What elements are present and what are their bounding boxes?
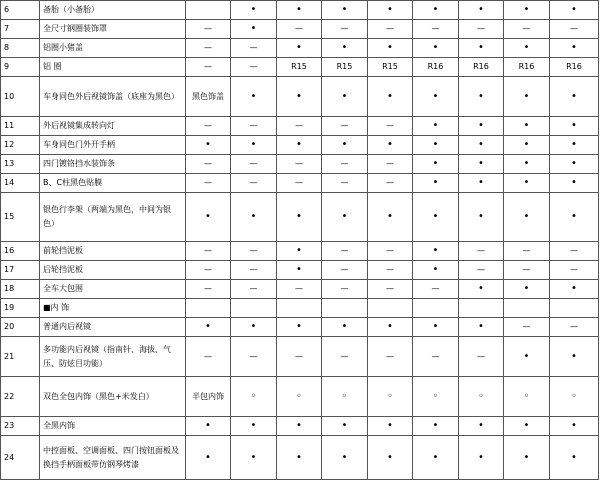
trim-value-cell: — (504, 261, 550, 280)
trim-value-cell: • (413, 261, 459, 280)
feature-name-cell: 铝圈小猪盖 (40, 39, 186, 58)
trim-value-cell: • (413, 174, 459, 193)
trim-value-cell: • (550, 193, 599, 242)
trim-value-cell: • (413, 318, 459, 337)
trim-value-cell: • (277, 261, 322, 280)
trim-value-cell: • (504, 193, 550, 242)
trim-value-cell: — (504, 20, 550, 39)
trim-value-cell: • (277, 39, 322, 58)
table-row (1, 318, 599, 337)
trim-value-cell: • (550, 1, 599, 20)
trim-value-cell: • (459, 318, 504, 337)
trim-value-cell: — (277, 155, 322, 174)
trim-value-cell: • (459, 117, 504, 136)
trim-value-cell: • (459, 155, 504, 174)
trim-value-cell (550, 299, 599, 318)
table-row (1, 242, 599, 261)
row-number-cell: 6 (1, 1, 40, 20)
trim-value-cell (277, 299, 322, 318)
trim-value-cell: — (322, 155, 368, 174)
trim-value-cell: ◦ (322, 377, 368, 417)
trim-value-cell: — (277, 117, 322, 136)
table-row (1, 155, 599, 174)
trim-value-cell: — (231, 155, 277, 174)
trim-value-cell: — (231, 242, 277, 261)
trim-value-cell: • (504, 337, 550, 377)
feature-name-cell: 后轮挡泥板 (40, 261, 186, 280)
trim-value-cell: • (550, 77, 599, 117)
trim-value-cell: — (277, 280, 322, 299)
row-number-cell: 10 (1, 77, 40, 117)
row-number-cell: 22 (1, 377, 40, 417)
table-row (1, 417, 599, 436)
trim-value-cell: • (322, 193, 368, 242)
feature-name-cell: 全车大包围 (40, 280, 186, 299)
table-row (1, 174, 599, 193)
trim-value-cell: — (231, 174, 277, 193)
trim-value-cell: — (186, 58, 231, 77)
trim-value-cell: • (504, 136, 550, 155)
trim-value-cell: • (322, 136, 368, 155)
feature-name-cell: 双色全包内饰（黑色+米发白） (40, 377, 186, 417)
trim-value-cell: — (186, 39, 231, 58)
row-number-cell: 21 (1, 337, 40, 377)
trim-value-cell: • (277, 436, 322, 480)
trim-value-cell: • (368, 318, 413, 337)
trim-value-cell: — (459, 20, 504, 39)
table-row (1, 377, 599, 417)
trim-value-cell: • (504, 174, 550, 193)
trim-value-cell: — (231, 39, 277, 58)
trim-value-cell: • (322, 436, 368, 480)
row-number-cell: 11 (1, 117, 40, 136)
trim-value-cell: R15 (277, 58, 322, 77)
trim-value-cell: ◦ (413, 377, 459, 417)
trim-value-cell: R16 (459, 58, 504, 77)
row-number-cell: 24 (1, 436, 40, 480)
trim-value-cell: • (368, 417, 413, 436)
table-row (1, 1, 599, 20)
trim-value-cell: — (231, 280, 277, 299)
trim-value-cell: — (186, 174, 231, 193)
trim-value-cell: — (413, 20, 459, 39)
trim-value-cell: • (504, 1, 550, 20)
trim-value-cell (504, 299, 550, 318)
trim-value-cell: — (322, 117, 368, 136)
row-number-cell: 9 (1, 58, 40, 77)
trim-value-cell: • (459, 436, 504, 480)
feature-name-cell: 车身同色门外开手柄 (40, 136, 186, 155)
trim-value-cell: • (186, 136, 231, 155)
trim-value-cell: — (504, 318, 550, 337)
trim-value-cell: • (277, 193, 322, 242)
trim-value-cell: 半包内饰 (186, 377, 231, 417)
trim-value-cell: — (368, 174, 413, 193)
trim-value-cell: • (504, 39, 550, 58)
trim-value-cell: • (231, 436, 277, 480)
feature-name-cell: 四门镀铬挡水装饰条 (40, 155, 186, 174)
trim-value-cell: — (368, 242, 413, 261)
trim-value-cell: — (186, 155, 231, 174)
trim-value-cell: • (413, 136, 459, 155)
feature-name-cell: 全尺寸钢圈装饰罩 (40, 20, 186, 39)
trim-value-cell: R16 (504, 58, 550, 77)
feature-name-cell: 银色行李架（两端为黑色，中间为银色） (40, 193, 186, 242)
trim-value-cell: — (368, 117, 413, 136)
trim-value-cell: • (368, 77, 413, 117)
trim-value-cell: • (459, 280, 504, 299)
trim-value-cell: ◦ (368, 377, 413, 417)
trim-value-cell: • (231, 136, 277, 155)
trim-value-cell: • (459, 174, 504, 193)
trim-value-cell: • (186, 436, 231, 480)
trim-value-cell: • (186, 318, 231, 337)
trim-value-cell: • (459, 77, 504, 117)
table-row (1, 58, 599, 77)
trim-value-cell: R16 (550, 58, 599, 77)
row-number-cell: 8 (1, 39, 40, 58)
trim-value-cell: R15 (322, 58, 368, 77)
feature-name-cell: 中控面板、空调面板、四门按钮面板及换挡手柄面板带仿钢琴烤漆 (40, 436, 186, 480)
trim-value-cell: — (186, 242, 231, 261)
trim-value-cell: • (504, 77, 550, 117)
feature-name-cell: 全黑内饰 (40, 417, 186, 436)
trim-value-cell: • (504, 280, 550, 299)
trim-value-cell: • (550, 136, 599, 155)
trim-value-cell: • (413, 436, 459, 480)
trim-value-cell: 黑色饰盖 (186, 77, 231, 117)
row-number-cell: 18 (1, 280, 40, 299)
feature-name-cell: 前轮挡泥板 (40, 242, 186, 261)
trim-value-cell: • (413, 39, 459, 58)
feature-name-cell: 备胎（小备胎） (40, 1, 186, 20)
trim-value-cell: • (550, 417, 599, 436)
row-number-cell: 13 (1, 155, 40, 174)
row-number-cell: 23 (1, 417, 40, 436)
row-number-cell: 12 (1, 136, 40, 155)
feature-name-cell: 外后视镜集成转向灯 (40, 117, 186, 136)
trim-value-cell: — (186, 337, 231, 377)
trim-value-cell: — (368, 337, 413, 377)
trim-value-cell: ◦ (504, 377, 550, 417)
trim-value-cell: • (277, 242, 322, 261)
table-row (1, 136, 599, 155)
trim-value-cell: — (322, 20, 368, 39)
trim-value-cell: • (550, 174, 599, 193)
trim-value-cell: — (550, 20, 599, 39)
trim-value-cell: • (231, 1, 277, 20)
trim-value-cell: — (277, 337, 322, 377)
feature-name-cell: 普通内后视镜 (40, 318, 186, 337)
trim-value-cell: ◦ (550, 377, 599, 417)
trim-value-cell: — (186, 280, 231, 299)
trim-value-cell: • (322, 1, 368, 20)
row-number-cell: 14 (1, 174, 40, 193)
feature-name-cell: ■内 饰 (40, 299, 186, 318)
trim-value-cell (413, 299, 459, 318)
table-row (1, 261, 599, 280)
trim-value-cell: — (368, 261, 413, 280)
trim-value-cell: • (277, 318, 322, 337)
feature-name-cell: 铝 圈 (40, 58, 186, 77)
table-row (1, 77, 599, 117)
trim-value-cell: • (231, 20, 277, 39)
trim-value-cell: — (322, 280, 368, 299)
trim-value-cell: — (459, 242, 504, 261)
trim-value-cell: • (413, 77, 459, 117)
trim-value-cell: • (550, 39, 599, 58)
trim-value-cell: • (368, 436, 413, 480)
row-number-cell: 17 (1, 261, 40, 280)
trim-value-cell: — (368, 20, 413, 39)
trim-value-cell: • (459, 136, 504, 155)
trim-value-cell: — (277, 20, 322, 39)
trim-value-cell: — (186, 20, 231, 39)
trim-value-cell: • (413, 155, 459, 174)
trim-value-cell: — (322, 174, 368, 193)
trim-value-cell: — (459, 261, 504, 280)
trim-value-cell: • (413, 417, 459, 436)
trim-value-cell: • (459, 193, 504, 242)
trim-value-cell: • (504, 436, 550, 480)
trim-value-cell: — (322, 337, 368, 377)
trim-value-cell: — (413, 280, 459, 299)
trim-value-cell: • (277, 136, 322, 155)
trim-value-cell: • (322, 417, 368, 436)
trim-value-cell: • (550, 337, 599, 377)
trim-value-cell: • (504, 117, 550, 136)
trim-value-cell: • (277, 77, 322, 117)
trim-value-cell: R15 (368, 58, 413, 77)
trim-value-cell: • (368, 39, 413, 58)
table-row (1, 20, 599, 39)
trim-value-cell: • (504, 417, 550, 436)
trim-value-cell: • (368, 193, 413, 242)
trim-value-cell: • (459, 417, 504, 436)
trim-value-cell: • (322, 77, 368, 117)
feature-name-cell: B、C柱黑色贴膜 (40, 174, 186, 193)
row-number-cell: 20 (1, 318, 40, 337)
trim-value-cell: • (504, 155, 550, 174)
trim-value-cell: • (277, 1, 322, 20)
row-number-cell: 19 (1, 299, 40, 318)
trim-value-cell: — (231, 337, 277, 377)
trim-value-cell: ◦ (277, 377, 322, 417)
trim-value-cell: • (413, 242, 459, 261)
trim-value-cell: • (231, 77, 277, 117)
feature-name-cell: 车身同色外后视镜饰盖（底座为黑色） (40, 77, 186, 117)
trim-value-cell: — (459, 337, 504, 377)
trim-value-cell: • (550, 155, 599, 174)
feature-name-cell: 多功能内后视镜（指南针、海拔、气压、防炫目功能） (40, 337, 186, 377)
trim-value-cell: • (322, 39, 368, 58)
trim-value-cell: — (231, 58, 277, 77)
table-row (1, 39, 599, 58)
trim-value-cell (322, 299, 368, 318)
trim-value-cell (186, 1, 231, 20)
trim-value-cell: — (277, 174, 322, 193)
trim-value-cell: • (459, 1, 504, 20)
trim-value-cell: — (368, 280, 413, 299)
trim-value-cell: — (368, 155, 413, 174)
trim-value-cell: — (550, 242, 599, 261)
trim-value-cell: — (231, 261, 277, 280)
trim-value-cell: • (277, 417, 322, 436)
trim-value-cell: • (550, 117, 599, 136)
trim-value-cell: • (413, 117, 459, 136)
trim-value-cell: • (186, 193, 231, 242)
trim-value-cell (459, 299, 504, 318)
trim-value-cell: • (459, 39, 504, 58)
trim-value-cell: • (186, 417, 231, 436)
trim-value-cell: — (504, 242, 550, 261)
table-row (1, 280, 599, 299)
trim-value-cell: — (322, 242, 368, 261)
trim-value-cell (231, 299, 277, 318)
trim-value-cell: • (231, 417, 277, 436)
trim-value-cell: R16 (413, 58, 459, 77)
row-number-cell: 7 (1, 20, 40, 39)
trim-value-cell: • (413, 193, 459, 242)
trim-value-cell: — (186, 117, 231, 136)
table-row (1, 337, 599, 377)
table-row (1, 193, 599, 242)
trim-value-cell: — (550, 261, 599, 280)
trim-value-cell: • (368, 136, 413, 155)
trim-value-cell: — (186, 261, 231, 280)
trim-value-cell: ◦ (459, 377, 504, 417)
trim-value-cell: • (322, 318, 368, 337)
trim-value-cell: • (231, 318, 277, 337)
trim-value-cell: • (368, 1, 413, 20)
row-number-cell: 15 (1, 193, 40, 242)
row-number-cell: 16 (1, 242, 40, 261)
trim-value-cell: — (550, 318, 599, 337)
trim-value-cell: • (413, 1, 459, 20)
trim-value-cell: — (231, 117, 277, 136)
table-row (1, 299, 599, 318)
trim-value-cell: • (231, 193, 277, 242)
table-row (1, 436, 599, 480)
trim-value-cell (186, 299, 231, 318)
trim-value-cell: • (550, 280, 599, 299)
table-row (1, 117, 599, 136)
trim-value-cell (368, 299, 413, 318)
trim-value-cell: • (550, 436, 599, 480)
trim-value-cell: — (322, 261, 368, 280)
trim-value-cell: — (413, 337, 459, 377)
trim-value-cell: ◦ (231, 377, 277, 417)
